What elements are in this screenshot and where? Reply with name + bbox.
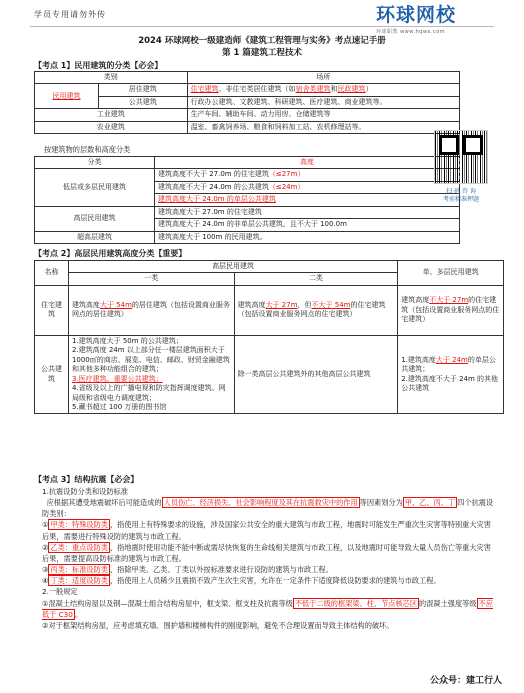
seismic-body bbox=[42, 486, 497, 631]
table-cell: 超高层建筑 bbox=[35, 231, 155, 243]
header-divider bbox=[30, 26, 494, 27]
table-header: 类别 bbox=[35, 72, 188, 84]
list-item: 1.建筑高度大于 50m 的公共建筑； bbox=[71, 336, 183, 345]
list-item: 4.省级及以上的广播电视和防灾指挥调度建筑、网局级和省级电力调度建筑； bbox=[71, 384, 226, 402]
paragraph: 应根据其遭受地震破坏后可能造成的 人员伤亡、经济损失、社会影响程度及其在抗震救灾中的作用 等因素划分为 甲、乙、丙、丁 四个抗震设防类别： bbox=[42, 498, 494, 519]
table-cell: 住宅建筑、非住宅类居住建筑（如宿舍类建筑和民政建筑） bbox=[187, 84, 459, 96]
table-header: 单、多层民用建筑 bbox=[398, 261, 504, 286]
table-cell: 居住建筑 bbox=[99, 84, 188, 96]
paragraph: 1.抗震设防分类和设防标准 bbox=[42, 487, 128, 496]
paragraph: 2.一般规定 bbox=[42, 587, 78, 597]
table-cell: 公共建筑 bbox=[35, 335, 69, 414]
table-header: 一类 bbox=[68, 273, 234, 285]
section-heading-2: 【考点 2】高层民用建筑高度分类【重要】 bbox=[34, 249, 187, 258]
table-cell: 建筑高度大于 24.0m 的非单层公共建筑，且不大于 100.0m bbox=[155, 219, 460, 231]
table-header: 分类 bbox=[35, 157, 155, 169]
chapter-title: 第 1 篇建筑工程技术 bbox=[222, 48, 302, 58]
list-item: 5.藏书超过 100 万册的图书馆 bbox=[71, 402, 167, 411]
paragraph: ②对于框架结构房屋，应考虑填充墙、围护墙和楼梯构件的刚度影响，避免不合理设置而导致主体结构的破坏。 bbox=[42, 620, 394, 630]
footer-account: 公众号：建工行人 bbox=[429, 675, 502, 686]
height-classification-note: 按建筑物的层数和高度分类 bbox=[44, 145, 131, 154]
table-cell: 温室、畜禽饲养场、粮食和饲料加工站、农机修理站等。 bbox=[187, 121, 459, 133]
document-title: 2024 环球网校一级建造师《建筑工程管理与实务》考点速记手册 bbox=[138, 36, 386, 46]
building-category-table bbox=[34, 71, 460, 134]
table-cell bbox=[68, 335, 234, 414]
qr-code-image bbox=[434, 130, 488, 184]
section-heading-1: 【考点 1】民用建筑的分类【必会】 bbox=[34, 61, 163, 70]
table-header: 场所 bbox=[187, 72, 459, 84]
table-cell: 建筑高度大于 100m 的民用建筑。 bbox=[155, 231, 460, 243]
table-header: 高度 bbox=[155, 157, 460, 169]
table-cell: 1.建筑高度大于 24m的单层公共建筑； 2.建筑高度不大于 24m 的其他公共建筑 bbox=[398, 335, 504, 414]
table-cell: 低层或多层民用建筑 bbox=[35, 169, 155, 206]
height-classification-table bbox=[34, 156, 460, 244]
table-cell: 行政办公建筑、文教建筑、科研建筑、医疗建筑、商业建筑等。 bbox=[187, 96, 459, 108]
table-cell: 公共建筑 bbox=[99, 96, 188, 108]
table-cell: 生产车间、辅助车间、动力用房、仓储建筑等 bbox=[187, 109, 459, 121]
qr-code[interactable] bbox=[428, 130, 494, 222]
list-item: 2.建筑高度 24m 以上部分任一楼层建筑面积大于 1000㎡的商店、展览、电信、邮政、财贸金融建筑和其他多种功能组合的建筑； bbox=[71, 346, 230, 374]
table-header: 二类 bbox=[234, 273, 398, 285]
table-cell: 住宅建筑 bbox=[35, 285, 69, 335]
table-cell: 除一类高层公共建筑外的其他高层公共建筑 bbox=[234, 335, 398, 414]
table-cell: 建筑高度大于 54m的居住建筑（包括设置商业服务网点的居住建筑） bbox=[68, 285, 234, 335]
header-note: 学员专用请勿外传 bbox=[34, 10, 106, 19]
table-cell: 建筑高度大于 27m，但不大于 54m的住宅建筑（包括设置商业服务网点的住宅建筑） bbox=[234, 285, 398, 335]
table-cell: 建筑高度不大于 24.0m 的公共建筑（≤24m） bbox=[155, 181, 460, 193]
list-item: 3.医疗建筑、重要公共建筑； bbox=[71, 374, 163, 383]
table-cell: 建筑高度不大于 27m的住宅建筑（包括设置商业服务网点的住宅建筑） bbox=[398, 285, 504, 335]
table-cell: 工业建筑 bbox=[35, 109, 188, 121]
table-cell: 农业建筑 bbox=[35, 121, 188, 133]
brand-logo[interactable] bbox=[376, 3, 494, 35]
logo-text: 环球网校 bbox=[376, 4, 457, 26]
qr-label-1: 扫 码 咨 询 bbox=[446, 188, 476, 195]
paragraph: ③ 丙类：标准设防类 ，指除甲类、乙类、丁类以外按标准要求进行设防的建筑与市政工程。 bbox=[42, 565, 333, 575]
table-header: 名称 bbox=[35, 261, 69, 286]
section-heading-3: 【考点 3】结构抗震【必会】 bbox=[34, 475, 139, 484]
logo-subtext: 环球职教 www.hqwx.com bbox=[376, 28, 446, 35]
paragraph: ④ 丁类：适度设防类 ，指使用上人员稀少且震损不致产生次生灾害，允许在一定条件下适度降低设防要求的建筑与市政工程。 bbox=[42, 576, 441, 586]
table-cell: 建筑高度大于 27.0m 的住宅建筑 bbox=[155, 206, 460, 218]
qr-label-2: 考前精准押题 bbox=[442, 196, 479, 204]
paragraph: ① 甲类：特殊设防类 ，指使用上有特殊要求的设施，涉及国家公共安全的重大建筑与市政工程，地震时可能发生严重次生灾害等特别重大灾害后果，需要进行特殊设防的建筑与市政工程。 bbox=[42, 520, 491, 541]
table-header: 高层民用建筑 bbox=[68, 261, 397, 273]
table-cell: 建筑高度不大于 27.0m 的住宅建筑（≤27m） bbox=[155, 169, 460, 181]
table-cell: 建筑高度大于 24.0m 的单层公共建筑 bbox=[155, 194, 460, 206]
table-cell: 民用建筑 bbox=[35, 84, 99, 109]
paragraph: ② 乙类：重点设防类 ，指地震时使用功能不能中断或需尽快恢复的生命线相关建筑与市政工程，以及地震时可能导致大量人员伤亡等重大灾害后果，需要提高设防标准的建筑与市政工程。 bbox=[42, 542, 491, 563]
paragraph: ①混凝土结构房屋以及钢—混凝土组合结构房屋中，框支梁、框支柱及抗震等级 不低于二级的框架梁、柱、节点核芯区 的混凝土强度等级 不应低于 C30 。 bbox=[42, 598, 493, 619]
table-cell: 高层民用建筑 bbox=[35, 206, 155, 231]
high-rise-classification-table bbox=[34, 260, 504, 414]
